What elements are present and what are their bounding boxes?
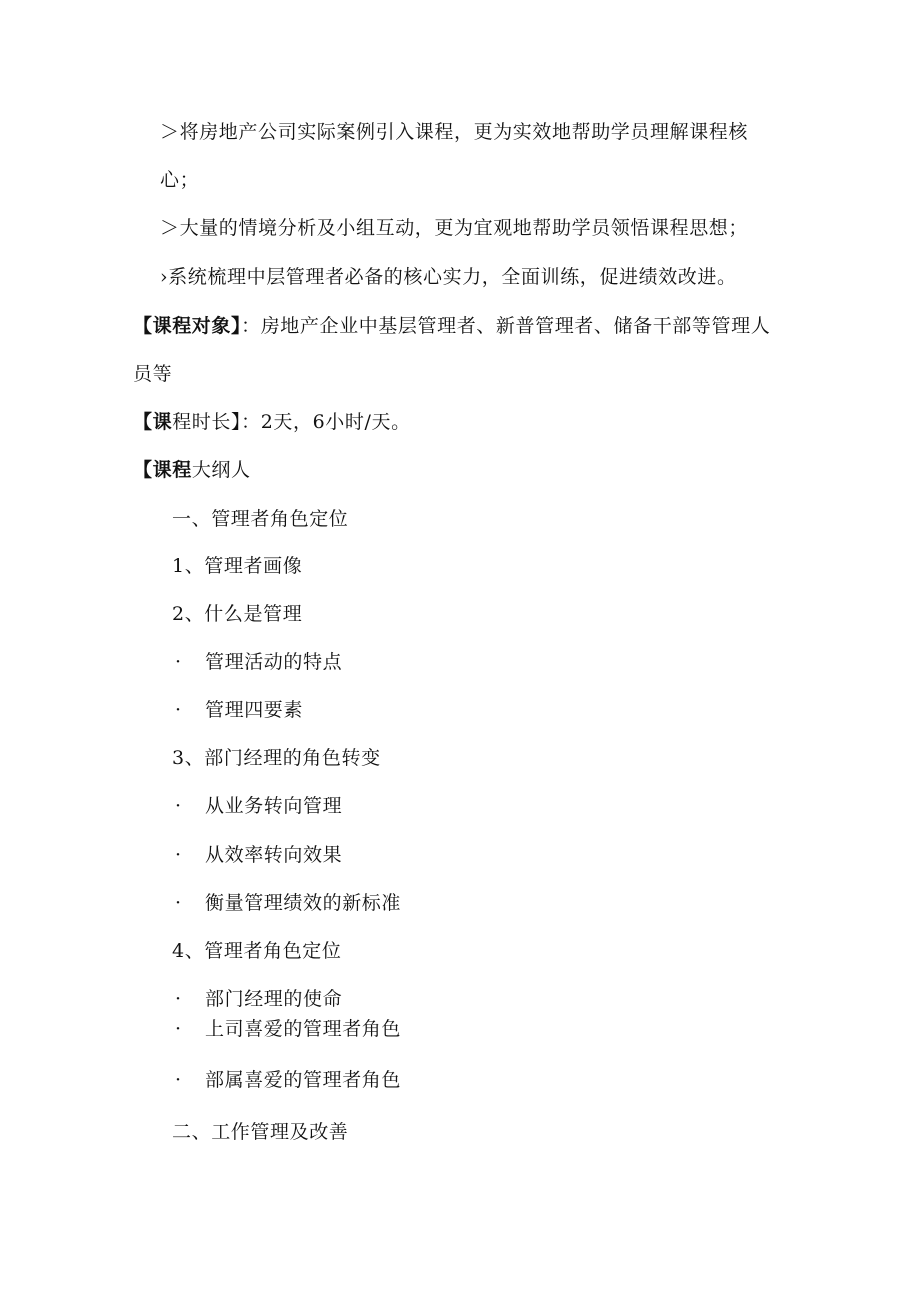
bullet-mark: · — [175, 795, 182, 817]
outline-bullet-item: · 从业务转向管理 — [175, 795, 343, 817]
bullet-mark: · — [175, 651, 182, 673]
audience-text: ：房地产企业中基层管理者、新普管理者、储备干部等管理人 — [241, 315, 771, 337]
feature-2: ＞大量的情境分析及小组互动，更为宜观地帮助学员领悟课程思想； — [160, 217, 749, 239]
bullet-mark: · — [175, 892, 182, 914]
outline-bullet-item: · 部门经理的使命 — [175, 988, 343, 1010]
bullet-mark: · — [175, 1069, 182, 1091]
duration-text: ：2天，6小时/天。 — [241, 411, 411, 433]
bullet-mark: · — [175, 1018, 182, 1040]
outline-bullet-item: · 管理活动的特点 — [175, 651, 343, 673]
feature-3: ›系统梳理中层管理者必备的核心实力，全面训练，促进绩效改进。 — [160, 266, 737, 288]
outline-bullet-item: · 上司喜爱的管理者角色 — [175, 1018, 402, 1040]
outline-section-1: 一、管理者角色定位 — [172, 508, 349, 530]
bullet-mark: · — [175, 988, 182, 1010]
outline-item-4: 4、管理者角色定位 — [172, 940, 342, 962]
feature-1-line-1: ＞将房地产公司实际案例引入课程，更为实效地帮助学员理解课程核 — [160, 121, 749, 143]
outline-bullet-item: · 从效率转向效果 — [175, 844, 343, 866]
outline-item-2: 2、什么是管理 — [172, 603, 303, 625]
duration-line — [133, 409, 411, 435]
outline-bullet-item: · 部属喜爱的管理者角色 — [175, 1069, 402, 1091]
outline-heading — [133, 457, 251, 483]
outline-item-3: 3、部门经理的角色转变 — [172, 747, 381, 769]
bullet-mark: · — [175, 699, 182, 721]
outline-section-2: 二、工作管理及改善 — [172, 1121, 349, 1143]
feature-1-line-2: 心； — [160, 169, 200, 191]
audience-line-1 — [133, 313, 770, 339]
duration-label-rest: 程时长】 — [172, 411, 242, 433]
bullet-mark: · — [175, 844, 182, 866]
audience-label: 【课程对象】 — [133, 315, 242, 337]
duration-label-bold: 【课 — [133, 411, 173, 433]
outline-bullet-item: · 管理四要素 — [175, 699, 304, 721]
outline-label-bold: 【课程 — [133, 459, 192, 481]
outline-bullet-item: · 衡量管理绩效的新标准 — [175, 892, 402, 914]
audience-line-2: 员等 — [133, 363, 173, 385]
outline-label-rest: 大纲人 — [191, 459, 251, 481]
outline-item-1: 1、管理者画像 — [172, 555, 303, 577]
